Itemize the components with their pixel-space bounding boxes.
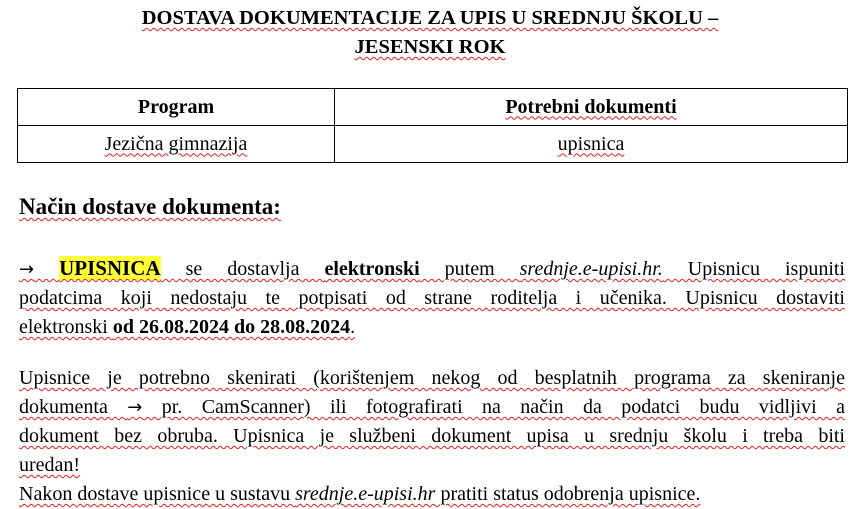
paragraph-instructions-line-4: uredan!: [19, 454, 81, 476]
section-heading: Način dostave dokumenta:: [19, 194, 281, 219]
document-title: [0, 4, 860, 62]
paragraph-submission-line-2: podatcima koji nedostaju te potpisati od strane roditelja i učenika. Upisnicu dostaviti: [19, 287, 845, 309]
text-span: putem: [419, 258, 520, 280]
title-line-2: JESENSKI ROK: [354, 36, 506, 58]
text-span: se dostavlja: [160, 258, 325, 280]
text-span: Upisnicu ispuniti: [662, 258, 845, 280]
text-span: pratiti status odobrenja upisnice.: [435, 483, 701, 505]
arrow-icon: →: [19, 259, 35, 280]
text-span: pr. CamScanner) ili fotografirati na način da podatci budu vidljivi a: [142, 396, 845, 418]
table-header-program: Program: [18, 89, 335, 126]
paragraph-instructions-line-3: dokument bez obruba. Upisnica je službeni dokument upisa u srednju školu i treba biti: [19, 425, 845, 447]
table-cell-program-text: Jezična gimnazija: [104, 132, 248, 155]
text-span: .: [350, 316, 356, 338]
table-header-documents: [335, 89, 848, 126]
text-span: Nakon dostave upisnice u sustavu: [19, 483, 296, 505]
paragraph-instructions-line-2: [19, 393, 845, 422]
site-name: srednje.e-upisi.hr.: [519, 258, 663, 280]
paragraph-submission: [19, 254, 845, 342]
documents-table: [17, 88, 848, 163]
title-line-1: DOSTAVA DOKUMENTACIJE ZA UPIS U SREDNJU ŠKOLU –: [141, 7, 719, 29]
table-cell-program: [18, 126, 335, 163]
submission-dates: od 26.08.2024 do 28.08.2024: [112, 316, 351, 338]
paragraph-submission-line-3: [19, 313, 845, 342]
table-header-documents-text: Potrebni dokumenti: [505, 95, 677, 118]
paragraph-submission-line-1: [19, 254, 845, 284]
table-row: [18, 126, 848, 163]
table-cell-documents: [335, 126, 848, 163]
table-header-row: [18, 89, 848, 126]
site-name: srednje.e-upisi.hr: [295, 483, 436, 505]
table-cell-documents-text: upisnica: [557, 132, 625, 155]
paragraph-instructions-line-1: Upisnice je potrebno skenirati (korištenjem nekog od besplatnih programa za skeniranje: [19, 367, 845, 389]
highlight-upisnica: UPISNICA: [59, 256, 161, 280]
bold-elektronski: elektronski: [324, 258, 420, 280]
paragraph-instructions-line-5: [19, 480, 845, 509]
paragraph-instructions: [19, 364, 845, 509]
arrow-icon: →: [127, 397, 143, 418]
text-span: elektronski: [19, 316, 113, 338]
text-span: dokumenta: [19, 396, 128, 418]
